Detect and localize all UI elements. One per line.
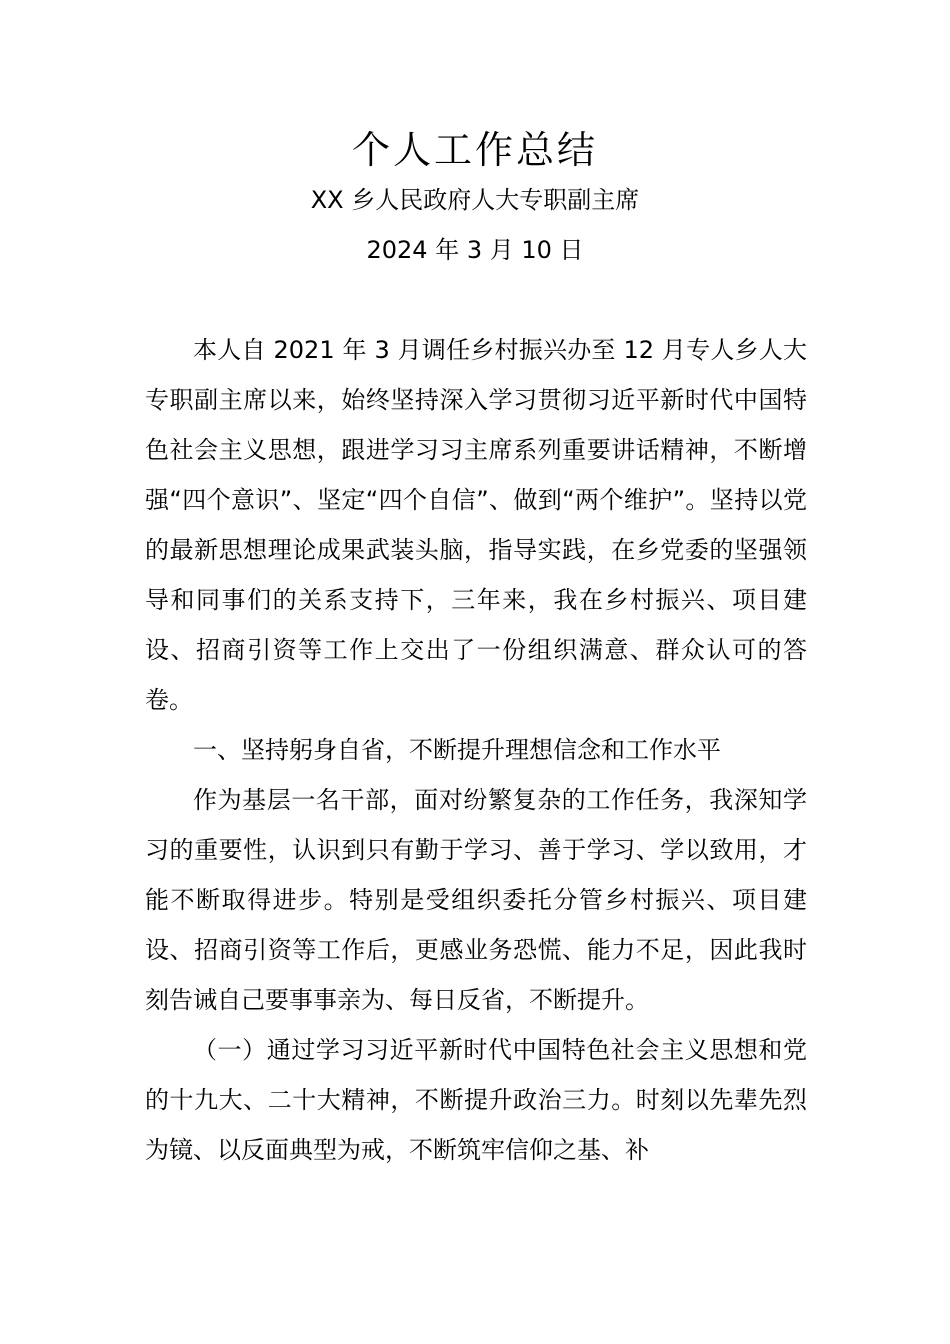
section-1-paragraph: 作为基层一名干部，面对纷繁复杂的工作任务，我深知学习的重要性，认识到只有勤于学习、善于学习、学以致用，才能不断取得进步。特别是受组织委托分管乡村振兴、项目建设、招商引资等工作后，更感业务恐慌、能力不足，因此我时刻告诫自己要事事亲为、每日反省，不断提升。 xyxy=(145,786,807,1014)
intro-paragraph: 本人自 2021 年 3 月调任乡村振兴办至 12 月专人乡人大专职副主席以来，始终坚持深入学习贯彻习近平新时代中国特色社会主义思想，跟进学习习主席系列重要讲话精神，不断增强“四个意识”、坚定“四个自信”、做到“两个维护”。坚持以党的最新思想理论成果武装头脑，指导实践，在乡党委的坚强领导和同事们的关系支持下，三年来，我在乡村振兴、项目建设、招商引资等工作上交出了一份组织满意、群众认可的答卷。 xyxy=(145,336,807,714)
author-position: XX 乡人民政府人大专职副主席 xyxy=(310,186,640,214)
section-heading-1: 一、坚持躬身自省，不断提升理想信念和工作水平 xyxy=(193,736,721,764)
document-title: 个人工作总结 xyxy=(351,128,598,172)
document-body xyxy=(145,325,807,1175)
document-date: 2024 年 3 月 10 日 xyxy=(366,236,584,264)
subsection-1-paragraph: （一）通过学习习近平新时代中国特色社会主义思想和党的十九大、二十大精神，不断提升政治三力。时刻以先辈先烈为镜、以反面典型为戒，不断筑牢信仰之基、补 xyxy=(145,1036,807,1164)
